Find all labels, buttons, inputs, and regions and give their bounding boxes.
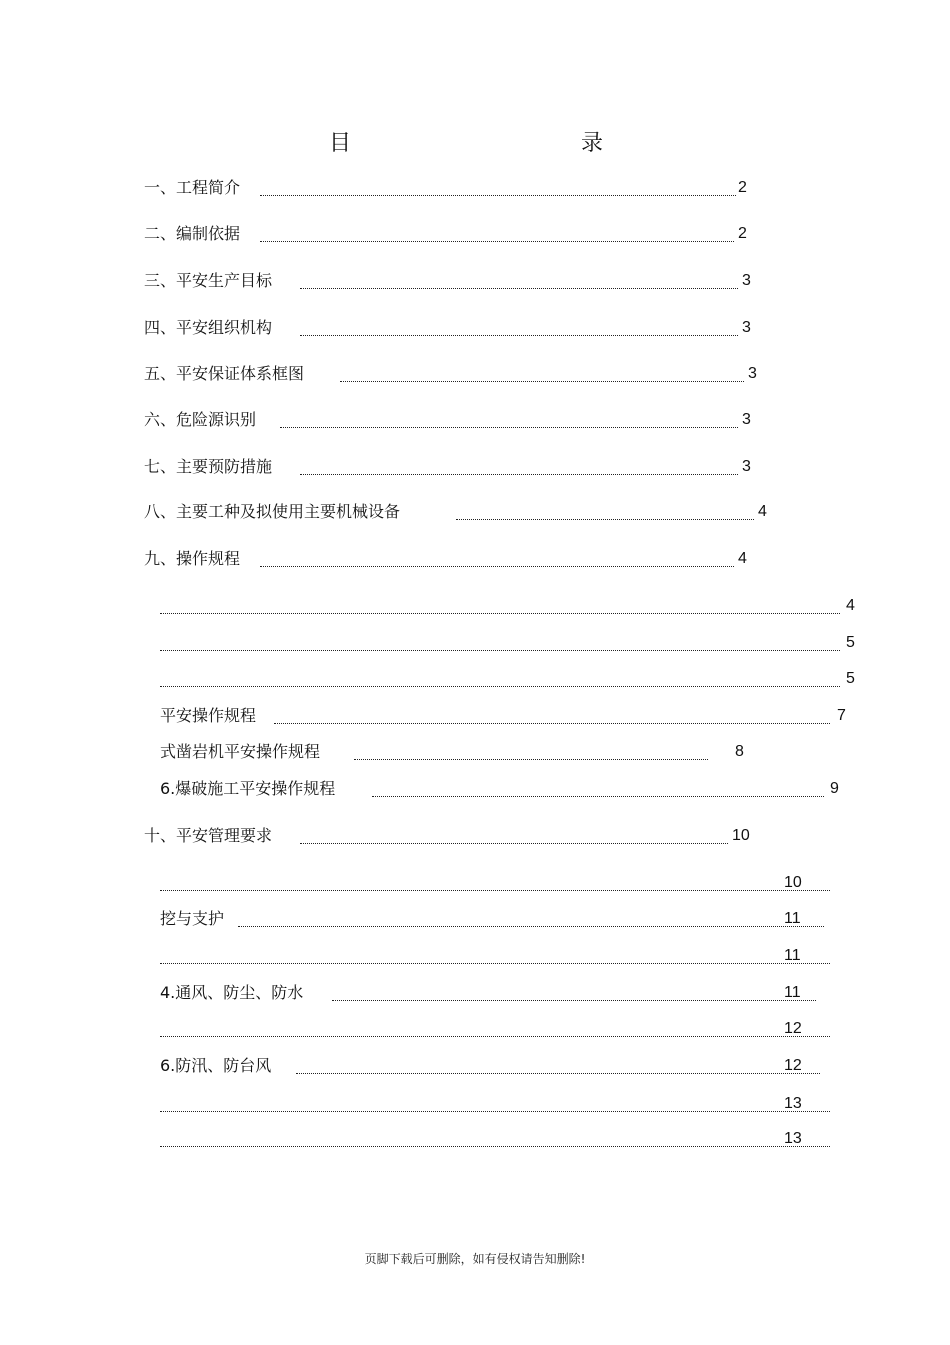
dot-leader bbox=[456, 503, 754, 520]
toc-entry bbox=[160, 945, 840, 967]
dot-leader bbox=[160, 597, 840, 614]
toc-entry-page: 11 bbox=[784, 984, 801, 1001]
dot-leader bbox=[300, 458, 738, 475]
dot-leader bbox=[274, 707, 830, 724]
toc-entry-label: 八、主要工种及拟使用主要机械设备 bbox=[144, 502, 401, 521]
dot-leader bbox=[160, 1020, 830, 1037]
toc-entry-page: 4 bbox=[738, 550, 747, 567]
dot-leader bbox=[260, 550, 734, 567]
toc-entry bbox=[160, 872, 840, 894]
toc-entry-label: 6.防汛、防台风 bbox=[160, 1056, 272, 1075]
dot-leader bbox=[340, 365, 744, 382]
toc-entry bbox=[144, 177, 764, 199]
toc-entry-page: 13 bbox=[784, 1095, 802, 1112]
toc-entry-page: 13 bbox=[784, 1130, 802, 1147]
dot-leader bbox=[372, 780, 824, 797]
toc-entry bbox=[144, 317, 764, 339]
toc-entry-label: 三、平安生产目标 bbox=[144, 271, 273, 290]
toc-entry bbox=[160, 1018, 840, 1040]
toc-entry-label: 五、平安保证体系框图 bbox=[144, 364, 305, 383]
toc-entry bbox=[144, 363, 764, 385]
toc-entry-label: 6.爆破施工平安操作规程 bbox=[160, 779, 336, 798]
dot-leader bbox=[300, 319, 738, 336]
dot-leader bbox=[354, 743, 708, 760]
toc-entry-page: 2 bbox=[738, 179, 747, 196]
toc-entry-label: 4.通风、防尘、防水 bbox=[160, 983, 304, 1002]
toc-entry-page: 12 bbox=[784, 1057, 802, 1074]
toc-entry-page: 11 bbox=[784, 910, 801, 927]
dot-leader bbox=[160, 1130, 830, 1147]
toc-entry bbox=[144, 409, 764, 431]
toc-entry bbox=[160, 1128, 840, 1150]
dot-leader bbox=[296, 1057, 820, 1074]
toc-entry bbox=[144, 548, 764, 570]
toc-entry bbox=[160, 632, 870, 654]
dot-leader bbox=[238, 910, 824, 927]
toc-entry-label: 十、平安管理要求 bbox=[144, 826, 273, 845]
toc-entry-page: 5 bbox=[846, 670, 855, 687]
toc-entry-label: 式凿岩机平安操作规程 bbox=[160, 742, 321, 761]
toc-entry-page: 4 bbox=[758, 503, 767, 520]
toc-entry bbox=[160, 595, 870, 617]
dot-leader bbox=[280, 411, 738, 428]
dot-leader bbox=[260, 225, 734, 242]
toc-entry-page: 9 bbox=[830, 780, 839, 797]
toc-entry bbox=[160, 908, 840, 930]
dot-leader bbox=[160, 634, 840, 651]
toc-entry-label: 九、操作规程 bbox=[144, 549, 241, 568]
dot-leader bbox=[332, 984, 816, 1001]
toc-entry-page: 5 bbox=[846, 634, 855, 651]
toc-entry-page: 3 bbox=[742, 458, 751, 475]
dot-leader bbox=[260, 179, 736, 196]
dot-leader bbox=[300, 272, 738, 289]
toc-entry-page: 10 bbox=[732, 827, 750, 844]
toc-entry bbox=[160, 668, 870, 690]
toc-entry bbox=[144, 270, 764, 292]
toc-entry-page: 11 bbox=[784, 947, 801, 964]
toc-entry-page: 3 bbox=[742, 319, 751, 336]
toc-entry-label: 六、危险源识别 bbox=[144, 410, 257, 429]
toc-entry-page: 8 bbox=[735, 743, 744, 760]
dot-leader bbox=[160, 947, 830, 964]
toc-entry bbox=[160, 1093, 840, 1115]
page-footer: 页脚下载后可删除，如有侵权请告知删除! bbox=[364, 1252, 586, 1266]
dot-leader bbox=[160, 670, 840, 687]
toc-entry bbox=[160, 741, 780, 763]
toc-entry-page: 2 bbox=[738, 225, 747, 242]
toc-entry bbox=[144, 825, 784, 847]
toc-entry-page: 3 bbox=[748, 365, 757, 382]
toc-entry bbox=[144, 223, 764, 245]
toc-entry-page: 3 bbox=[742, 272, 751, 289]
dot-leader bbox=[300, 827, 728, 844]
toc-entry bbox=[144, 456, 764, 478]
toc-entry-page: 4 bbox=[846, 597, 855, 614]
toc-entry-page: 3 bbox=[742, 411, 751, 428]
toc-entry bbox=[160, 982, 840, 1004]
toc-entry-page: 12 bbox=[784, 1020, 802, 1037]
toc-entry-label: 二、编制依据 bbox=[144, 224, 241, 243]
dot-leader bbox=[160, 1095, 830, 1112]
toc-entry-label: 平安操作规程 bbox=[160, 706, 257, 725]
toc-entry bbox=[160, 778, 850, 800]
toc-entry bbox=[160, 705, 860, 727]
toc-entry-page: 10 bbox=[784, 874, 802, 891]
toc-entry-page: 7 bbox=[837, 707, 846, 724]
toc-entry-label: 一、工程简介 bbox=[144, 178, 241, 197]
toc-title: 目 录 bbox=[328, 131, 665, 156]
toc-entry bbox=[160, 1055, 840, 1077]
dot-leader bbox=[160, 874, 830, 891]
toc-entry-label: 挖与支护 bbox=[160, 909, 225, 928]
toc-entry-label: 四、平安组织机构 bbox=[144, 318, 273, 337]
toc-entry-label: 七、主要预防措施 bbox=[144, 457, 273, 476]
toc-entry bbox=[144, 501, 784, 523]
